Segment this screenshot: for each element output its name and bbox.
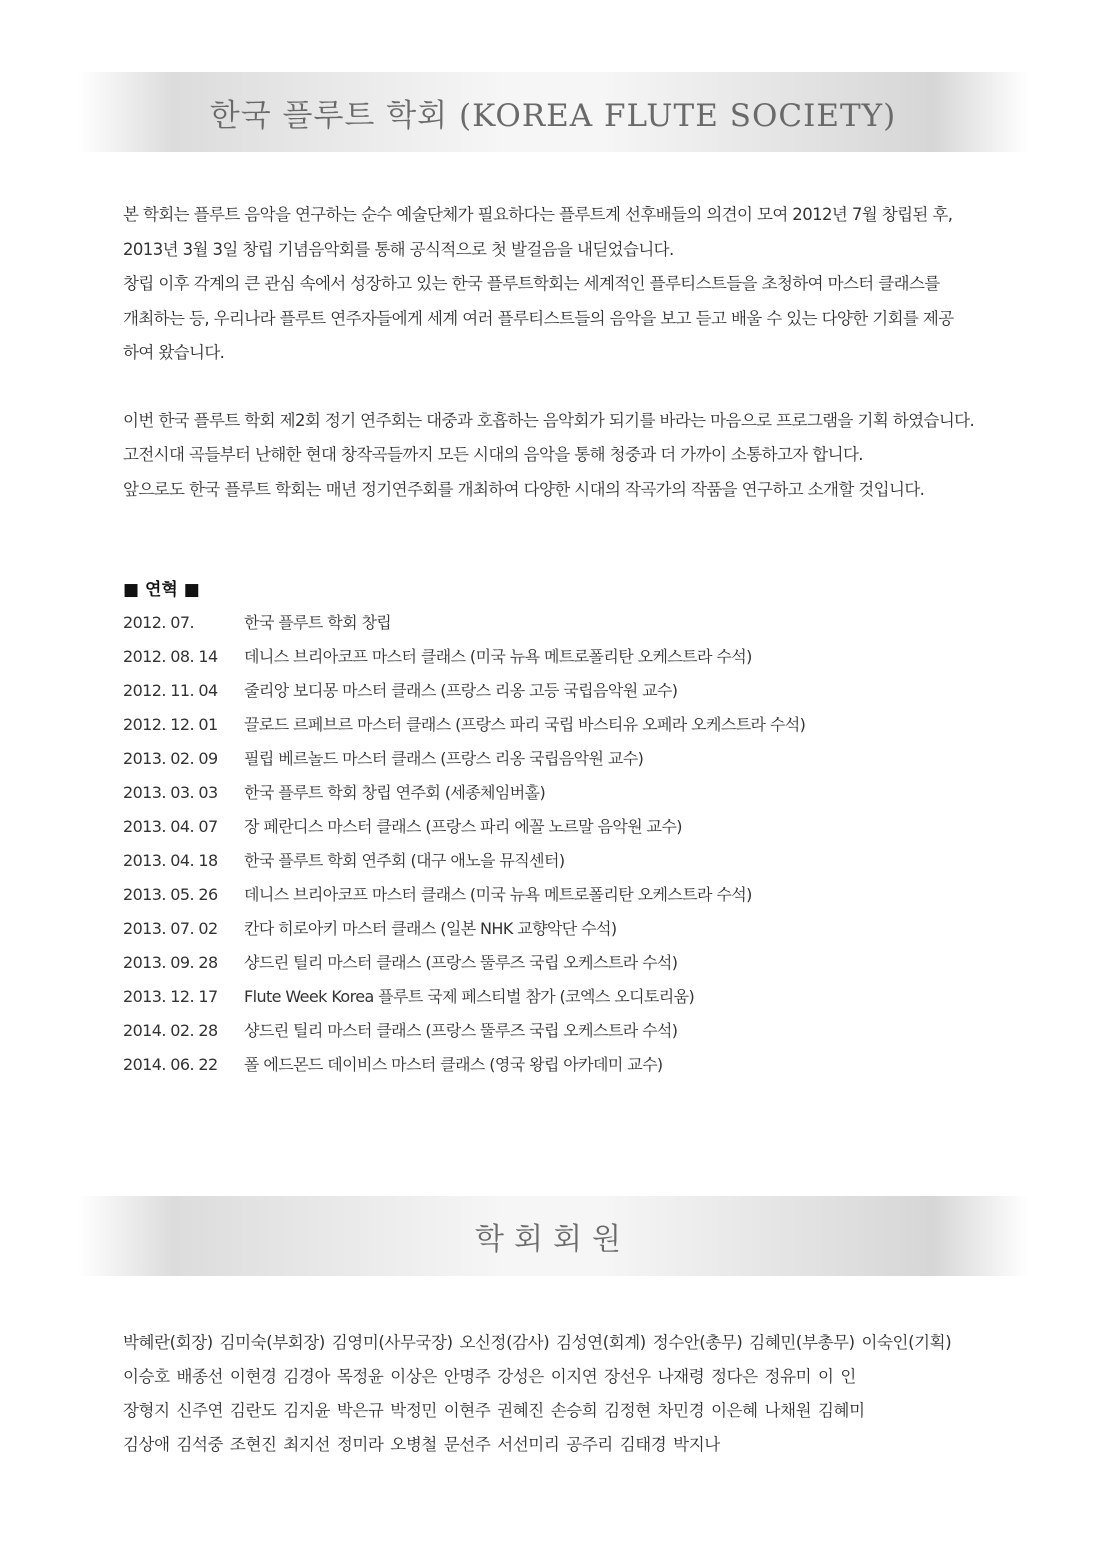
page-title: 한국 플루트 학회 (KOREA FLUTE SOCIETY) <box>209 97 897 134</box>
history-row <box>123 980 1003 1014</box>
intro-paragraph-2 <box>123 404 993 508</box>
history-row <box>123 844 1003 878</box>
history-date: 2012. 08. 14 <box>123 647 218 666</box>
history-desc: 장 페란디스 마스터 클래스 (프랑스 파리 에꼴 노르말 음악원 교수) <box>244 817 682 836</box>
history-date: 2012. 12. 01 <box>123 715 218 734</box>
history-desc: 칸다 히로아키 마스터 클래스 (일본 NHK 교향악단 수석) <box>244 919 617 938</box>
history-desc: 데니스 브리아코프 마스터 클래스 (미국 뉴욕 메트로폴리탄 오케스트라 수석) <box>244 647 752 666</box>
history-desc: 필립 베르놀드 마스터 클래스 (프랑스 리옹 국립음악원 교수) <box>244 749 644 768</box>
title-banner <box>78 72 1028 152</box>
history-section <box>123 574 1003 1082</box>
intro-line: 본 학회는 플루트 음악을 연구하는 순수 예술단체가 필요하다는 플루트계 선후배들의 의견이 모여 2012년 7월 창립된 후, <box>123 205 953 224</box>
intro-line: 앞으로도 한국 플루트 학회는 매년 정기연주회를 개최하여 다양한 시대의 작곡가의 작품을 연구하고 소개할 것입니다. <box>123 479 925 499</box>
intro-paragraph-1 <box>123 198 993 371</box>
intro-line: 개최하는 등, 우리나라 플루트 연주자들에게 세계 여러 플루티스트들의 음악을 보고 듣고 배울 수 있는 다양한 기회를 제공 <box>123 308 954 328</box>
history-row <box>123 810 1003 844</box>
history-date: 2013. 04. 07 <box>123 817 218 836</box>
intro-line: 하여 왔습니다. <box>123 343 225 362</box>
history-desc: 한국 플루트 학회 창립 <box>244 613 392 632</box>
members-banner <box>78 1196 1028 1276</box>
history-date: 2013. 12. 17 <box>123 987 218 1006</box>
history-date: 2013. 09. 28 <box>123 953 218 972</box>
history-row <box>123 674 1003 708</box>
history-date: 2013. 05. 26 <box>123 885 218 904</box>
history-desc: 줄리앙 보디몽 마스터 클래스 (프랑스 리옹 고등 국립음악원 교수) <box>244 681 678 700</box>
members-line: 김상애 김석중 조현진 최지선 정미라 오병철 문선주 서선미리 공주리 김태경 박지나 <box>123 1435 720 1454</box>
history-row <box>123 640 1003 674</box>
history-date: 2012. 07. <box>123 613 194 632</box>
history-desc: 샹드린 틸리 마스터 클래스 (프랑스 뚤루즈 국립 오케스트라 수석) <box>244 1021 678 1040</box>
members-line: 이승호 배종선 이현경 김경아 목정윤 이상은 안명주 강성은 이지연 장선우 나재령 정다은 정유미 이 인 <box>123 1367 856 1386</box>
history-row <box>123 708 1003 742</box>
intro-line: 고전시대 곡들부터 난해한 현대 창작곡들까지 모든 시대의 음악을 통해 청중과 더 가까이 소통하고자 합니다. <box>123 445 863 464</box>
paragraph-gap <box>123 371 993 404</box>
members-line: 박혜란(회장) 김미숙(부회장) 김영미(사무국장) 오신정(감사) 김성연(회계) 정수안(총무) 김혜민(부총무) 이숙인(기획) <box>123 1333 952 1352</box>
history-row <box>123 606 1003 640</box>
history-row <box>123 878 1003 912</box>
history-desc: Flute Week Korea 플루트 국제 페스티벌 참가 (코엑스 오디토리움) <box>244 987 695 1006</box>
members-title: 학회회원 <box>475 1222 631 1257</box>
history-desc: 한국 플루트 학회 창립 연주회 (세종체임버홀) <box>244 783 546 802</box>
history-row <box>123 1048 1003 1082</box>
history-heading: ■ 연혁 ■ <box>123 580 200 600</box>
history-row <box>123 1014 1003 1048</box>
intro-text <box>123 198 993 507</box>
intro-line: 이번 한국 플루트 학회 제2회 정기 연주회는 대중과 호흡하는 음악회가 되기를 바라는 마음으로 프로그램을 기획 하였습니다. <box>123 410 975 430</box>
history-date: 2014. 02. 28 <box>123 1021 218 1040</box>
history-desc: 한국 플루트 학회 연주회 (대구 애노을 뮤직센터) <box>244 851 565 870</box>
history-date: 2013. 07. 02 <box>123 919 218 938</box>
history-date: 2013. 02. 09 <box>123 749 218 768</box>
history-desc: 데니스 브리아코프 마스터 클래스 (미국 뉴욕 메트로폴리탄 오케스트라 수석) <box>244 885 752 904</box>
history-row <box>123 742 1003 776</box>
history-date: 2013. 04. 18 <box>123 851 218 870</box>
history-desc: 끌로드 르페브르 마스터 클래스 (프랑스 파리 국립 바스티유 오페라 오케스트라 수석) <box>244 715 806 734</box>
history-desc: 폴 에드몬드 데이비스 마스터 클래스 (영국 왕립 아카데미 교수) <box>244 1055 663 1074</box>
members-list <box>123 1326 1003 1462</box>
history-date: 2013. 03. 03 <box>123 783 218 802</box>
history-date: 2012. 11. 04 <box>123 681 218 700</box>
intro-line: 창립 이후 각계의 큰 관심 속에서 성장하고 있는 한국 플루트학회는 세계적인 플루티스트들을 초청하여 마스터 클래스를 <box>123 274 940 293</box>
members-line: 장형지 신주연 김란도 김지윤 박은규 박정민 이현주 권혜진 손승희 김정현 차민경 이은혜 나채원 김혜미 <box>123 1401 865 1420</box>
history-desc: 샹드린 틸리 마스터 클래스 (프랑스 뚤루즈 국립 오케스트라 수석) <box>244 953 678 972</box>
history-row <box>123 776 1003 810</box>
intro-line: 2013년 3월 3일 창립 기념음악회를 통해 공식적으로 첫 발걸음을 내딛었습니다. <box>123 239 674 259</box>
history-row <box>123 946 1003 980</box>
history-row <box>123 912 1003 946</box>
history-date: 2014. 06. 22 <box>123 1055 218 1074</box>
